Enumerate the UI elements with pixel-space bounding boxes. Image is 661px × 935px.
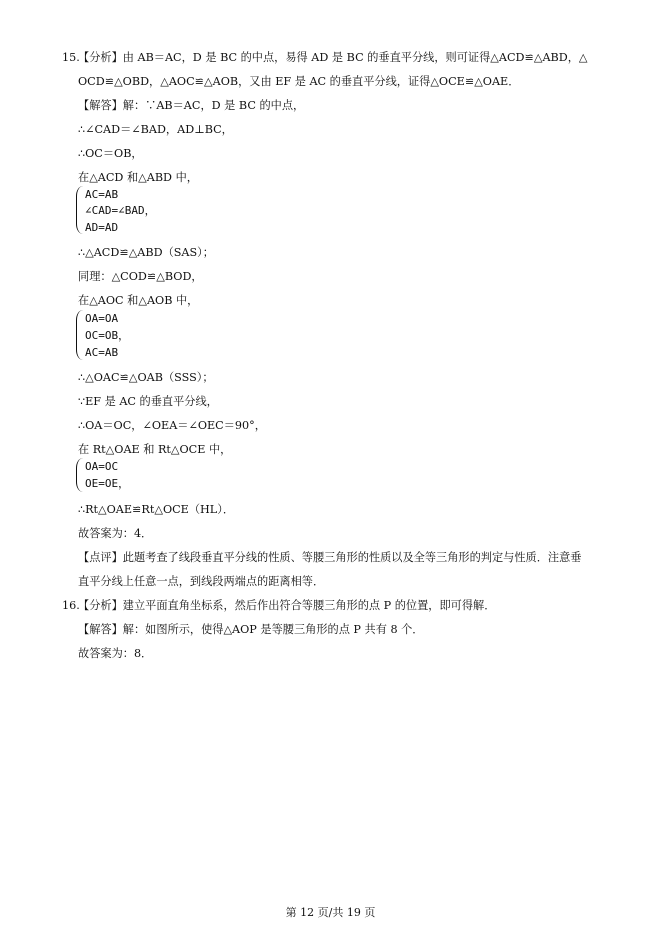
- q15-solution-line-12: ∴Rt△OAE≌Rt△OCE（HL）．: [78, 503, 235, 516]
- q15-solution-line-3: ∴OC＝OB，: [78, 147, 143, 160]
- q15-answer: 故答案为：4．: [78, 527, 153, 540]
- q15-solution-line-11: 在 Rt△OAE 和 Rt△OCE 中，: [78, 443, 232, 456]
- system-1-row-1: AC=AB: [85, 188, 119, 201]
- system-2-row-1: OA=OA: [85, 312, 119, 325]
- q15-solution-line-5: ∴△ACD≌△ABD（SAS）；: [78, 246, 214, 259]
- left-brace: [76, 458, 84, 492]
- q16-analysis-line-1: 【分析】建立平面直角坐标系，然后作出符合等腰三角形的点 P 的位置，即可得解．: [78, 599, 496, 612]
- system-2-row-3: AC=AB: [85, 346, 119, 359]
- q15-solution-line-1: 【解答】解：∵AB＝AC，D 是 BC 的中点，: [78, 99, 305, 112]
- q15-solution-line-4: 在△ACD 和△ABD 中，: [78, 171, 198, 184]
- q15-solution-line-6: 同理：△COD≌△BOD，: [78, 270, 203, 283]
- q16-answer: 故答案为：8．: [78, 647, 153, 660]
- q15-solution-line-7: 在△AOC 和△AOB 中，: [78, 294, 199, 307]
- q15-solution-line-9: ∵EF 是 AC 的垂直平分线，: [78, 395, 218, 408]
- system-3-row-1: OA=OC: [85, 460, 119, 473]
- system-1-row-2: ∠CAD=∠BAD，: [85, 204, 156, 217]
- question-number-15: 15.: [62, 51, 80, 64]
- left-brace: [76, 186, 84, 234]
- q15-analysis-line-1: 【分析】由 AB＝AC，D 是 BC 的中点，易得 AD 是 BC 的垂直平分线，则可证得△ACD≌△ABD，△: [78, 51, 588, 64]
- system-1-row-3: AD=AD: [85, 221, 119, 234]
- q15-comment-line-1: 【点评】此题考查了线段垂直平分线的性质、等腰三角形的性质以及全等三角形的判定与性质．注意垂: [78, 551, 582, 564]
- equation-system-3: [76, 458, 186, 492]
- left-brace: [76, 310, 84, 360]
- q16-solution-line-1: 【解答】解：如图所示，使得△AOP 是等腰三角形的点 P 共有 8 个．: [78, 623, 424, 636]
- equation-system-1: [76, 186, 186, 234]
- system-3-row-2: OE=OE，: [85, 477, 130, 490]
- q15-solution-line-8: ∴△OAC≌△OAB（SSS）；: [78, 371, 214, 384]
- system-2-row-2: OC=OB，: [85, 329, 130, 342]
- q15-solution-line-2: ∴∠CAD＝∠BAD，AD⊥BC，: [78, 123, 233, 136]
- page-footer: 第 12 页/共 19 页: [285, 906, 376, 919]
- q15-comment-line-2: 直平分线上任意一点，到线段两端点的距离相等．: [78, 575, 325, 588]
- question-number-16: 16.: [62, 599, 80, 612]
- q15-solution-line-10: ∴OA＝OC，∠OEA＝∠OEC＝90°，: [78, 419, 266, 432]
- equation-system-2: [76, 310, 186, 360]
- q15-analysis-line-2: OCD≌△OBD，△AOC≌△AOB，又由 EF 是 AC 的垂直平分线，证得△OCE≌△OAE．: [78, 75, 520, 88]
